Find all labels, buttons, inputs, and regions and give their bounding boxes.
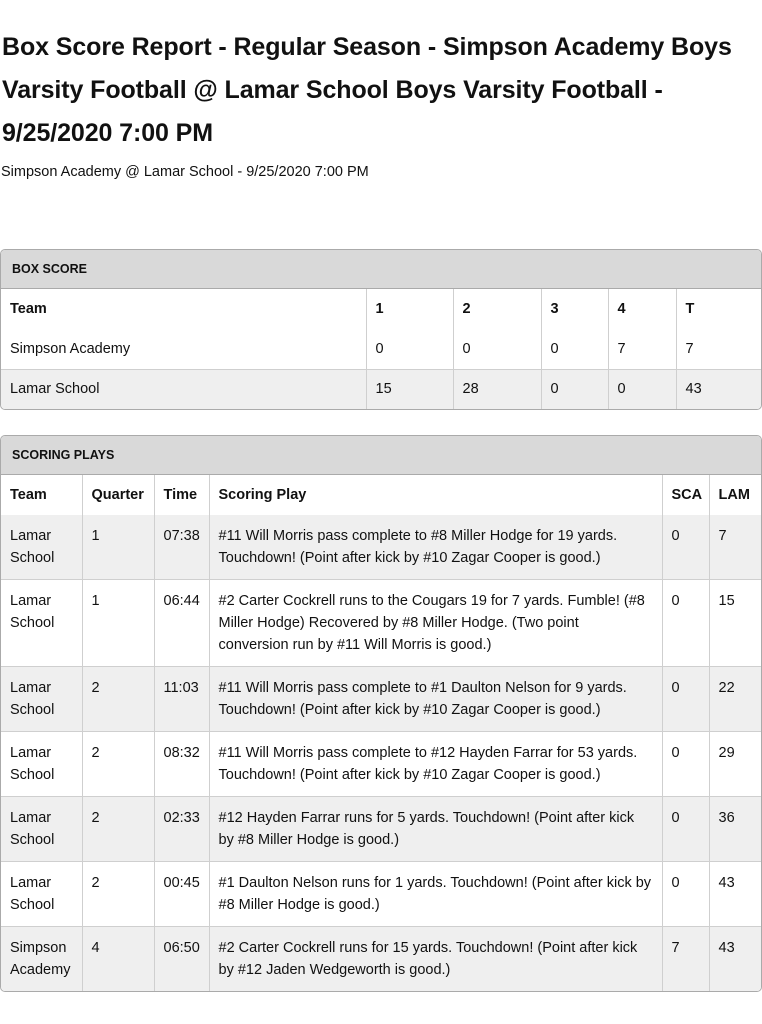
col-header-scoring-play: Scoring Play	[209, 475, 662, 515]
q4-score: 0	[608, 369, 676, 409]
play-quarter: 2	[82, 862, 154, 927]
page-subtitle: Simpson Academy @ Lamar School - 9/25/2020 7:00 PM	[1, 164, 369, 180]
scoring-plays-panel	[0, 435, 762, 992]
play-quarter: 2	[82, 667, 154, 732]
q1-score: 0	[366, 329, 453, 369]
play-lam-score: 36	[709, 797, 761, 862]
col-header-lam: LAM	[709, 475, 761, 515]
scoring-plays-table	[1, 475, 761, 991]
col-header-team: Team	[10, 301, 47, 317]
q1-score: 15	[366, 369, 453, 409]
play-team: Lamar School	[10, 528, 55, 566]
col-header-time: Time	[154, 475, 209, 515]
table-row	[1, 927, 761, 992]
play-description: #2 Carter Cockrell runs to the Cougars 19 for 7 yards. Fumble! (#8 Miller Hodge) Recovered by #8 Miller Hodge. (Two point conversion run by #11 Will Morris is good.)	[209, 580, 662, 667]
table-row	[1, 329, 761, 369]
play-quarter: 4	[82, 927, 154, 992]
play-sca-score: 0	[662, 862, 709, 927]
play-time: 06:44	[154, 580, 209, 667]
play-team: Lamar School	[1, 667, 82, 732]
play-lam-score: 22	[709, 667, 761, 732]
play-lam-score: 7	[709, 515, 761, 580]
col-header-q4: 4	[608, 289, 676, 329]
play-sca-score: 0	[662, 667, 709, 732]
box-score-table	[1, 289, 761, 409]
play-team: Lamar School	[1, 862, 82, 927]
q2-score: 0	[453, 329, 541, 369]
q3-score: 0	[541, 329, 608, 369]
play-time: 02:33	[154, 797, 209, 862]
play-description: #11 Will Morris pass complete to #1 Daulton Nelson for 9 yards. Touchdown! (Point after kick by #10 Zagar Cooper is good.)	[209, 667, 662, 732]
play-time: 06:50	[154, 927, 209, 992]
play-description: #11 Will Morris pass complete to #8 Miller Hodge for 19 yards. Touchdown! (Point after kick by #10 Zagar Cooper is good.)	[209, 515, 662, 580]
play-team: Lamar School	[1, 732, 82, 797]
play-time: 11:03	[154, 667, 209, 732]
col-header-sca: SCA	[662, 475, 709, 515]
col-header-team: Team	[10, 487, 47, 503]
page-title: Box Score Report - Regular Season - Simpson Academy Boys Varsity Football @ Lamar School Boys Varsity Football - 9/25/2020 7:00 PM	[2, 33, 732, 147]
table-row	[1, 732, 761, 797]
table-row	[1, 515, 761, 580]
play-sca-score: 7	[662, 927, 709, 992]
q4-score: 7	[608, 329, 676, 369]
play-team: Lamar School	[1, 797, 82, 862]
play-team: Lamar School	[1, 580, 82, 667]
play-quarter: 1	[82, 580, 154, 667]
play-description: #12 Hayden Farrar runs for 5 yards. Touchdown! (Point after kick by #8 Miller Hodge is good.)	[209, 797, 662, 862]
table-row	[1, 862, 761, 927]
play-lam-score: 43	[709, 862, 761, 927]
box-score-heading: BOX SCORE	[1, 250, 761, 289]
col-header-q2: 2	[453, 289, 541, 329]
play-sca-score: 0	[662, 515, 709, 580]
table-row	[1, 667, 761, 732]
play-quarter: 2	[82, 797, 154, 862]
team-name: Simpson Academy	[10, 340, 131, 357]
scoring-plays-header-row	[1, 475, 761, 515]
play-lam-score: 29	[709, 732, 761, 797]
table-row	[1, 797, 761, 862]
play-lam-score: 15	[709, 580, 761, 667]
total-score: 43	[676, 369, 761, 409]
play-description: #11 Will Morris pass complete to #12 Hayden Farrar for 53 yards. Touchdown! (Point after kick by #10 Zagar Cooper is good.)	[209, 732, 662, 797]
table-row	[1, 369, 761, 409]
play-description: #1 Daulton Nelson runs for 1 yards. Touchdown! (Point after kick by #8 Miller Hodge is good.)	[209, 862, 662, 927]
play-sca-score: 0	[662, 797, 709, 862]
play-team: Simpson Academy	[1, 927, 82, 992]
col-header-q3: 3	[541, 289, 608, 329]
scoring-plays-heading: SCORING PLAYS	[1, 436, 761, 475]
play-sca-score: 0	[662, 732, 709, 797]
col-header-q1: 1	[366, 289, 453, 329]
play-description: #2 Carter Cockrell runs for 15 yards. Touchdown! (Point after kick by #12 Jaden Wedgeworth is good.)	[209, 927, 662, 992]
col-header-total: T	[676, 289, 761, 329]
play-sca-score: 0	[662, 580, 709, 667]
play-time: 07:38	[154, 515, 209, 580]
play-lam-score: 43	[709, 927, 761, 992]
play-time: 00:45	[154, 862, 209, 927]
col-header-quarter: Quarter	[82, 475, 154, 515]
table-row	[1, 580, 761, 667]
play-quarter: 2	[82, 732, 154, 797]
play-quarter: 1	[82, 515, 154, 580]
q2-score: 28	[453, 369, 541, 409]
box-score-panel	[0, 249, 762, 410]
total-score: 7	[676, 329, 761, 369]
box-score-header-row	[1, 289, 761, 329]
play-time: 08:32	[154, 732, 209, 797]
team-name: Lamar School	[1, 369, 366, 409]
q3-score: 0	[541, 369, 608, 409]
